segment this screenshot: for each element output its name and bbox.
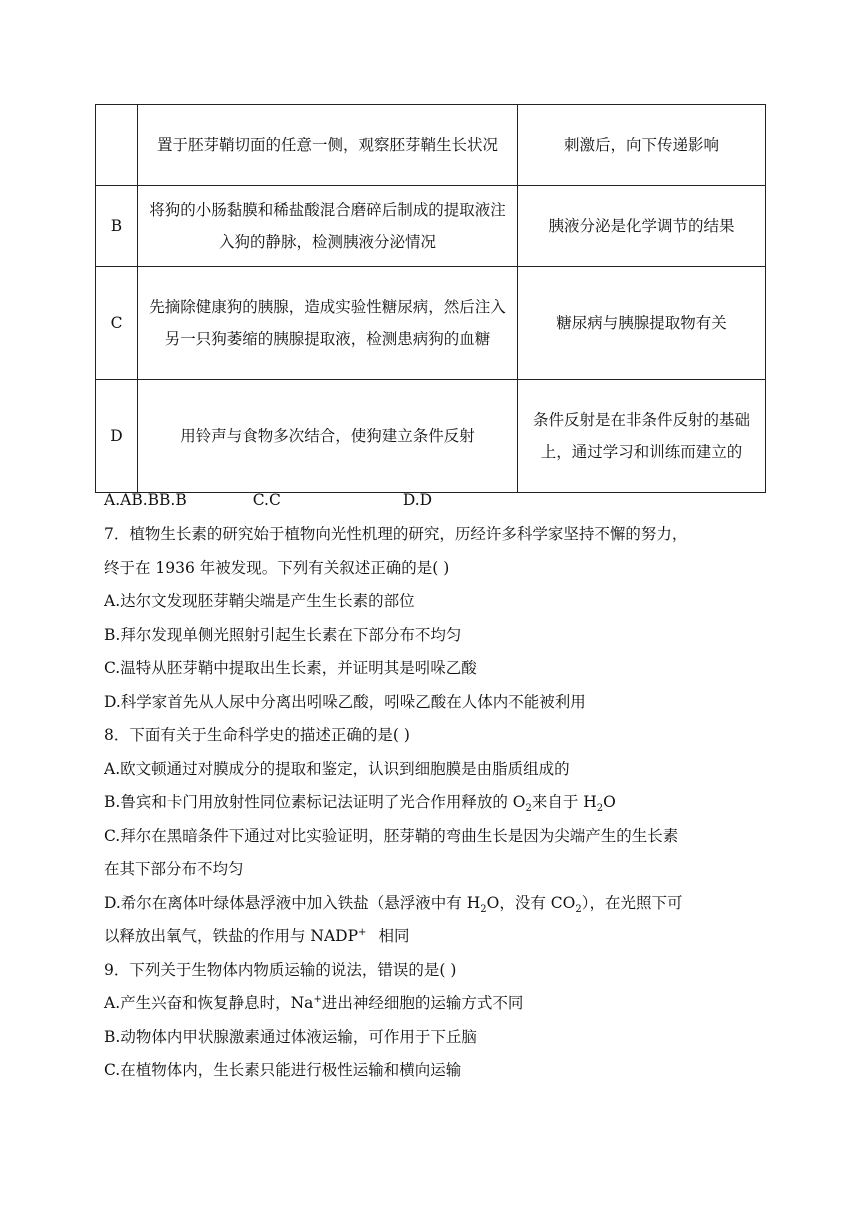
q6-options	[104, 489, 432, 511]
q7-option-a: A.达尔文发现胚芽鞘尖端是产生生长素的部位	[104, 592, 415, 610]
row-label	[96, 105, 138, 186]
row-label: C	[96, 267, 138, 380]
experiment-conclusion: 刺激后，向下传递影响	[518, 105, 766, 186]
q7-option-d: D.科学家首先从人尿中分离出吲哚乙酸，吲哚乙酸在人体内不能被利用	[104, 692, 586, 711]
q8-option-d: D.希尔在离体叶绿体悬浮液中加入铁盐（悬浮液中有 $H_2O$，没有 $CO_2$），在光照下可	[104, 893, 683, 915]
q7-stem: 7．植物生长素的研究始于植物向光性机理的研究，历经许多科学家坚持不懈的努力，	[104, 525, 688, 543]
table-row	[96, 380, 766, 493]
experiment-conclusion: 胰液分泌是化学调节的结果	[518, 186, 766, 267]
questions-body	[104, 518, 770, 1088]
q8-option-c-cont: 在其下部分布不均匀	[104, 860, 244, 878]
q9-option-b: B.动物体内甲状腺激素通过体液运输，可作用于下丘脑	[104, 1027, 477, 1046]
q6-option-d: D.D	[402, 491, 433, 509]
experiment-method: 将狗的小肠黏膜和稀盐酸混合磨碎后制成的提取液注入狗的静脉，检测胰液分泌情况	[138, 186, 518, 267]
experiment-method: 置于胚芽鞘切面的任意一侧，观察胚芽鞘生长状况	[138, 105, 518, 186]
q8-option-b: B.鲁宾和卡门用放射性同位素标记法证明了光合作用释放的 $O_2$来自于 $H_2O$	[104, 793, 616, 815]
q6-option-c: C.C	[252, 491, 281, 509]
q6-option-ab: A.AB.BB.B	[104, 491, 187, 509]
q7-option-c: C.温特从胚芽鞘中提取出生长素，并证明其是吲哚乙酸	[104, 659, 477, 677]
q8-option-c: C.拜尔在黑暗条件下通过对比实验证明，胚芽鞘的弯曲生长是因为尖端产生的生长素	[104, 826, 679, 845]
q8-option-a: A.欧文顿通过对膜成分的提取和鉴定，认识到细胞膜是由脂质组成的	[104, 759, 570, 778]
q7-option-b: B.拜尔发现单侧光照射引起生长素在下部分布不均匀	[104, 625, 462, 644]
experiment-table	[95, 104, 766, 493]
q8-stem: 8．下面有关于生命科学史的描述正确的是( )	[104, 726, 410, 744]
q9-stem: 9．下列关于生物体内物质运输的说法，错误的是( )	[104, 960, 457, 979]
table-row	[96, 267, 766, 380]
table-row	[96, 186, 766, 267]
experiment-method: 用铃声与食物多次结合，使狗建立条件反射	[138, 380, 518, 493]
row-label: D	[96, 380, 138, 493]
q8-option-d-cont: 以释放出氧气，铁盐的作用与 NADP+ 相同	[104, 926, 410, 945]
table-row	[96, 105, 766, 186]
experiment-conclusion: 糖尿病与胰腺提取物有关	[518, 267, 766, 380]
q9-option-c: C.在植物体内，生长素只能进行极性运输和横向运输	[104, 1061, 462, 1079]
q9-option-a: A.产生兴奋和恢复静息时，Na+进出神经细胞的运输方式不同	[104, 993, 524, 1012]
q7-stem-cont: 终于在 1936 年被发现。下列有关叙述正确的是( )	[104, 558, 450, 577]
experiment-conclusion: 条件反射是在非条件反射的基础上，通过学习和训练而建立的	[518, 380, 766, 493]
experiment-method: 先摘除健康狗的胰腺，造成实验性糖尿病，然后注入另一只狗萎缩的胰腺提取液，检测患病狗的血糖	[138, 267, 518, 380]
row-label: B	[96, 186, 138, 267]
